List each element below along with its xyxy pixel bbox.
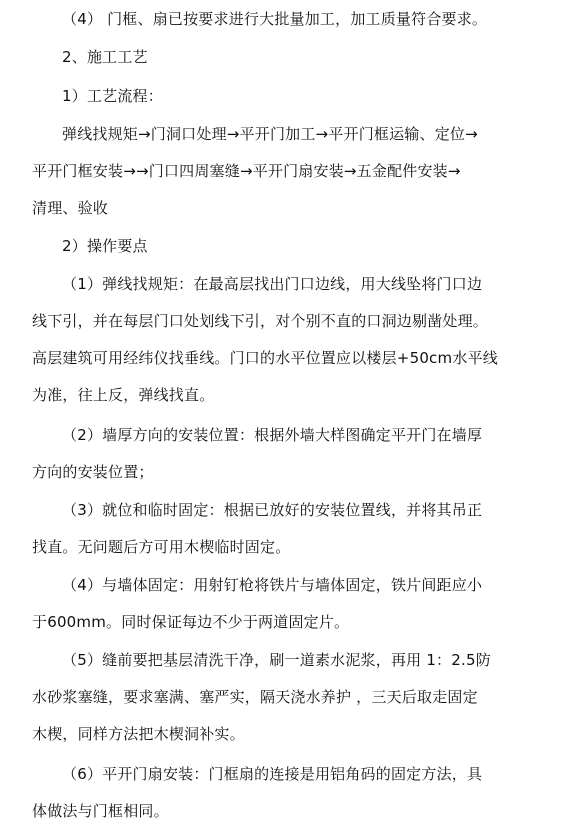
subsection-heading: 1）工艺流程： xyxy=(62,87,163,105)
paragraph-line: 方向的安装位置； xyxy=(32,463,154,481)
section-heading: 2、施工工艺 xyxy=(62,48,148,66)
paragraph-line: 找直。无问题后方可用木楔临时固定。 xyxy=(32,538,291,556)
paragraph-line: （1）弹线找规矩：在最高层找出门口边线，用大线坠将门口边 xyxy=(62,275,483,293)
paragraph-line: （2）墙厚方向的安装位置：根据外墙大样图确定平开门在墙厚 xyxy=(62,426,483,444)
paragraph-line: 于600mm。同时保证每边不少于两道固定片。 xyxy=(32,613,350,631)
paragraph-line: （6）平开门扇安装：门框扇的连接是用铝角码的固定方法，具 xyxy=(62,765,483,783)
paragraph-line: 平开门框安装→→门口四周塞缝→平开门扇安装→五金配件安装→ xyxy=(32,162,461,180)
paragraph-line: （4） 门框、扇已按要求进行大批量加工，加工质量符合要求。 xyxy=(62,10,488,28)
paragraph-line: （5）缝前要把基层清洗干净，刷一道素水泥浆，再用 1：2.5防 xyxy=(62,651,491,669)
subsection-heading: 2）操作要点 xyxy=(62,237,148,255)
paragraph-line: 线下引，并在每层门口处划线下引，对个别不直的口洞边剔凿处理。 xyxy=(32,312,489,330)
paragraph-line: 体做法与门框相同。 xyxy=(32,802,169,820)
paragraph-line: （3）就位和临时固定：根据已放好的安装位置线，并将其吊正 xyxy=(62,501,483,519)
paragraph-line: 水砂浆塞缝，要求塞满、塞严实，隔天浇水养护 ，三天后取走固定 xyxy=(32,688,478,706)
paragraph-line: 高层建筑可用经纬仪找垂线。门口的水平位置应以楼层+50cm水平线 xyxy=(32,349,498,367)
paragraph-line: 弹线找规矩→门洞口处理→平开门加工→平开门框运输、定位→ xyxy=(62,125,478,143)
paragraph-line: （4）与墙体固定：用射钉枪将铁片与墙体固定，铁片间距应小 xyxy=(62,576,483,594)
paragraph-line: 为准，往上反，弹线找直。 xyxy=(32,386,215,404)
paragraph-line: 清理、验收 xyxy=(32,199,109,217)
paragraph-line: 木楔，同样方法把木楔洞补实。 xyxy=(32,725,245,743)
